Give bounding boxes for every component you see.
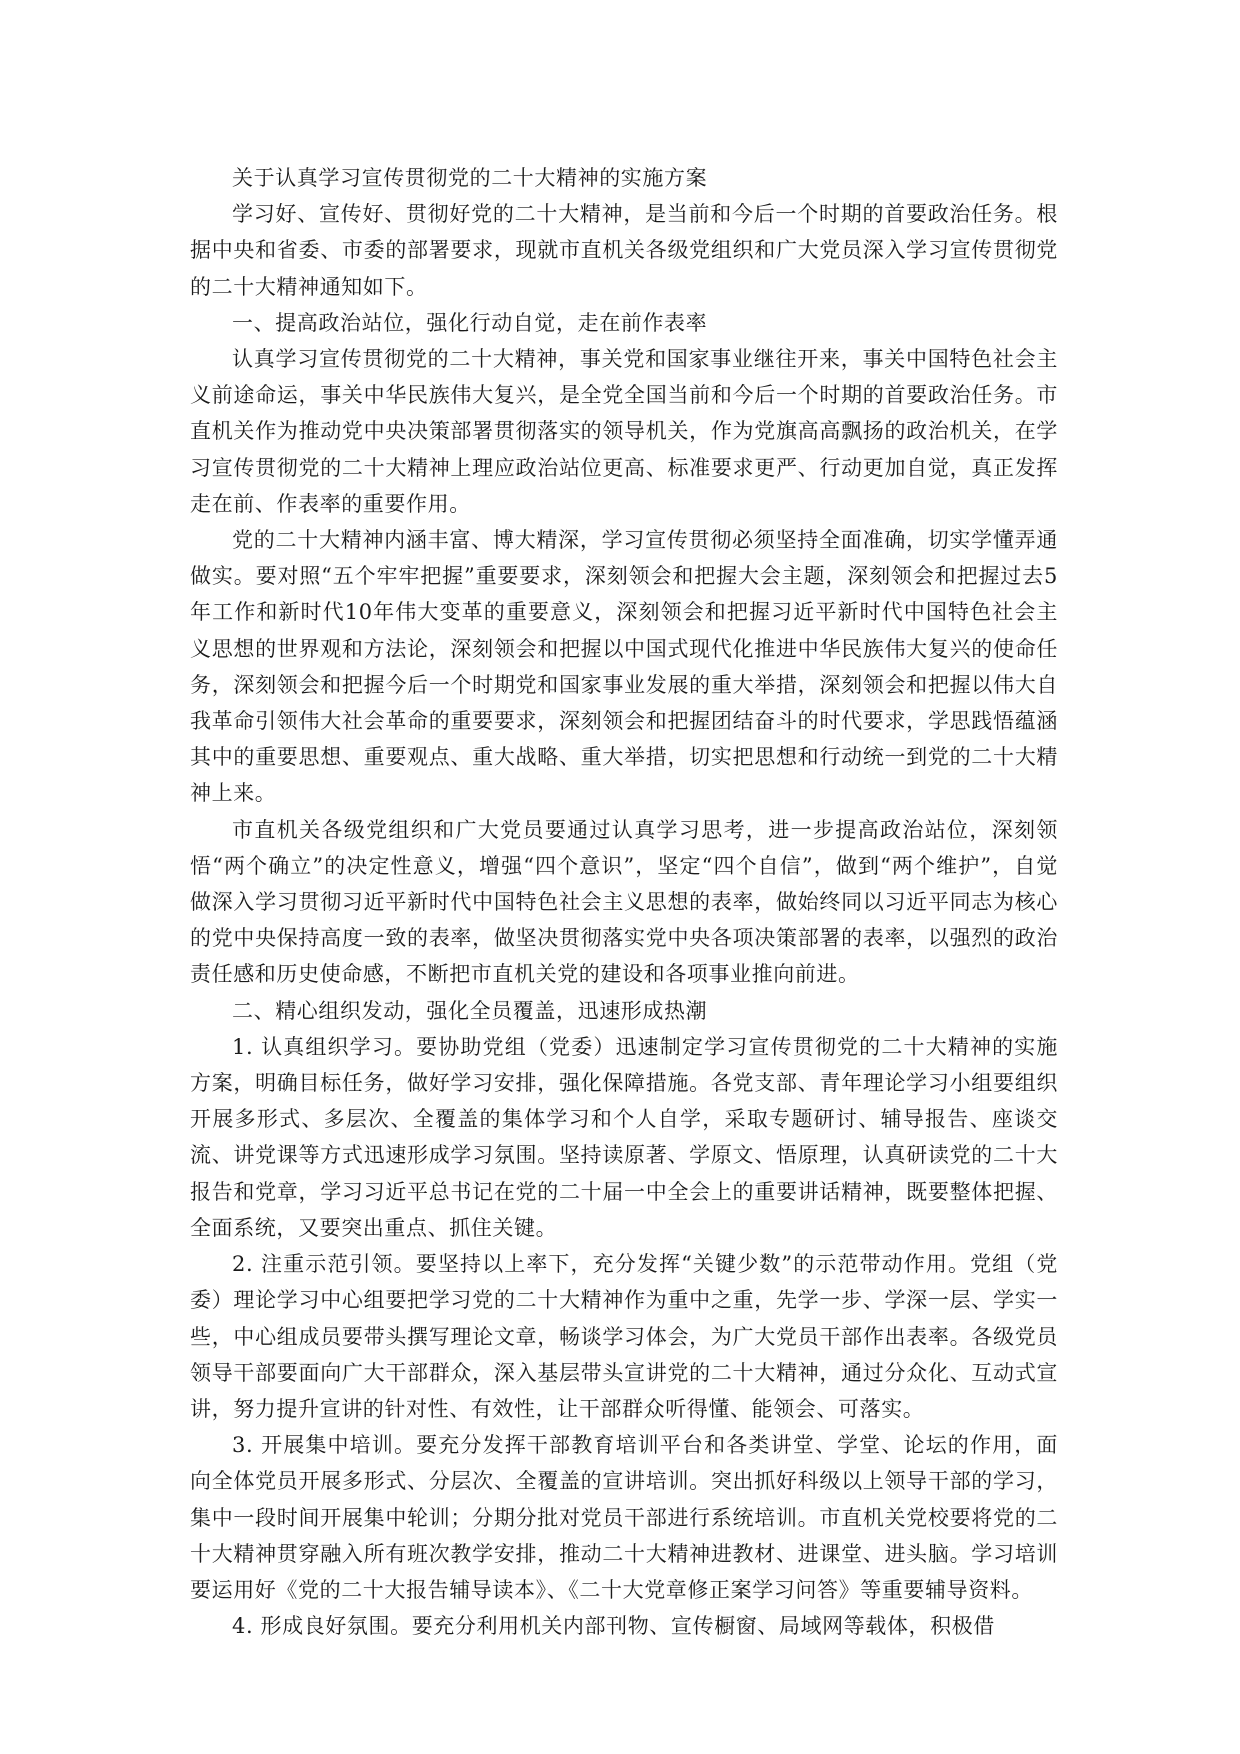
paragraph: 党的二十大精神内涵丰富、博大精深，学习宣传贯彻必须坚持全面准确，切实学懂弄通做实。要对照“五个牢牢把握”重要要求，深刻领会和把握大会主题，深刻领会和把握过去5年工作和新时代10年伟大变革的重要意义，深刻领会和把握习近平新时代中国特色社会主义思想的世界观和方法论，深刻领会和把握以中国式现代化推进中华民族伟大复兴的使命任务，深刻领会和把握今后一个时期党和国家事业发展的重大举措，深刻领会和把握以伟大自我革命引领伟大社会革命的重要要求，深刻领会和把握团结奋斗的时代要求，学思践悟蕴涵其中的重要思想、重要观点、重大战略、重大举措，切实把思想和行动统一到党的二十大精神上来。 — [190, 528, 1058, 806]
paragraph-item-3: 3. 开展集中培训。要充分发挥干部教育培训平台和各类讲堂、学堂、论坛的作用，面向全体党员开展多形式、分层次、全覆盖的宣讲培训。突出抓好科级以上领导干部的学习，集中一段时间开展集中轮训；分期分批对党员干部进行系统培训。市直机关党校要将党的二十大精神贯穿融入所有班次教学安排，推动二十大精神进教材、进课堂、进头脑。学习培训要运用好《党的二十大报告辅导读本》、《二十大党章修正案学习问答》等重要辅导资料。 — [190, 1433, 1058, 1602]
paragraph-item-2: 2. 注重示范引领。要坚持以上率下，充分发挥“关键少数”的示范带动作用。党组（党委）理论学习中心组要把学习党的二十大精神作为重中之重，先学一步、学深一层、学实一些，中心组成员要带头撰写理论文章，畅谈学习体会，为广大党员干部作出表率。各级党员领导干部要面向广大干部群众，深入基层带头宣讲党的二十大精神，通过分众化、互动式宣讲，努力提升宣讲的针对性、有效性，让干部群众听得懂、能领会、可落实。 — [190, 1252, 1058, 1421]
section-heading-2: 二、精心组织发动，强化全员覆盖，迅速形成热潮 — [232, 998, 708, 1023]
document-body — [190, 160, 1058, 1644]
document-title: 关于认真学习宣传贯彻党的二十大精神的实施方案 — [232, 166, 708, 190]
paragraph-intro: 学习好、宣传好、贯彻好党的二十大精神，是当前和今后一个时期的首要政治任务。根据中央和省委、市委的部署要求，现就市直机关各级党组织和广大党员深入学习宣传贯彻党的二十大精神通知如下。 — [190, 202, 1058, 299]
paragraph-item-1: 1. 认真组织学习。要协助党组（党委）迅速制定学习宣传贯彻党的二十大精神的实施方案，明确目标任务，做好学习安排，强化保障措施。各党支部、青年理论学习小组要组织开展多形式、多层次、全覆盖的集体学习和个人自学，采取专题研讨、辅导报告、座谈交流、讲党课等方式迅速形成学习氛围。坚持读原著、学原文、悟原理，认真研读党的二十大报告和党章，学习习近平总书记在党的二十届一中全会上的重要讲话精神，既要整体把握、全面系统，又要突出重点、抓住关键。 — [190, 1034, 1058, 1240]
paragraph: 认真学习宣传贯彻党的二十大精神，事关党和国家事业继往开来，事关中国特色社会主义前途命运，事关中华民族伟大复兴，是全党全国当前和今后一个时期的首要政治任务。市直机关作为推动党中央决策部署贯彻落实的领导机关，作为党旗高高飘扬的政治机关，在学习宣传贯彻党的二十大精神上理应政治站位更高、标准要求更严、行动更加自觉，真正发挥走在前、作表率的重要作用。 — [190, 347, 1058, 516]
paragraph: 市直机关各级党组织和广大党员要通过认真学习思考，进一步提高政治站位，深刻领悟“两个确立”的决定性意义，增强“四个意识”，坚定“四个自信”，做到“两个维护”，自觉做深入学习贯彻习近平新时代中国特色社会主义思想的表率，做始终同以习近平同志为核心的党中央保持高度一致的表率，做坚决贯彻落实党中央各项决策部署的表率，以强烈的政治责任感和历史使命感，不断把市直机关党的建设和各项事业推向前进。 — [190, 817, 1058, 987]
section-heading-1: 一、提高政治站位，强化行动自觉，走在前作表率 — [232, 310, 708, 335]
paragraph-item-4: 4. 形成良好氛围。要充分利用机关内部刊物、宣传橱窗、局域网等载体，积极借 — [232, 1614, 995, 1639]
